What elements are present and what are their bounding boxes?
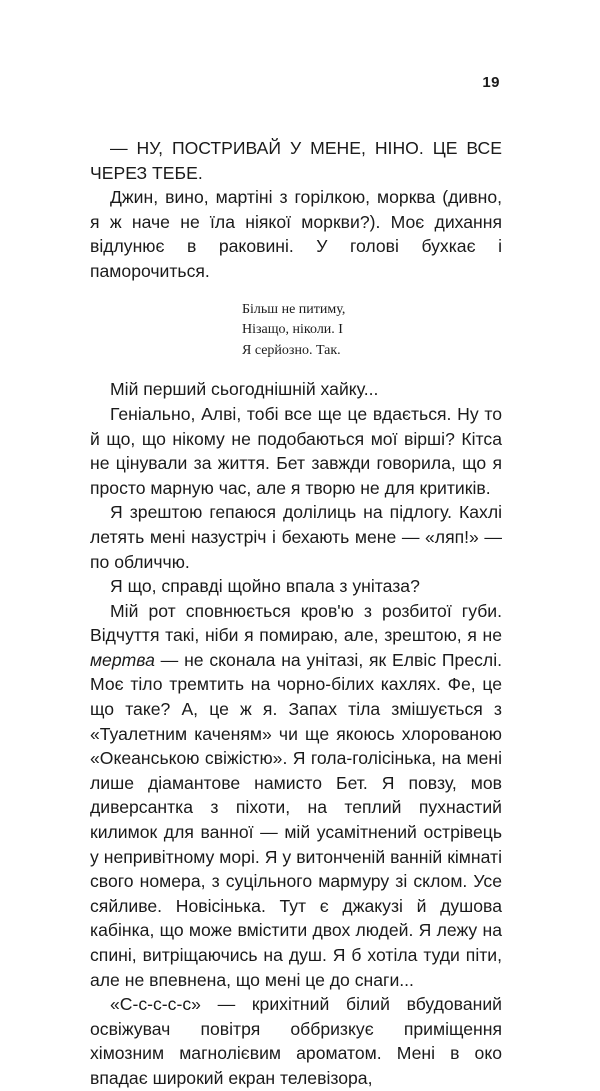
poem-line: Більш не питиму,	[242, 301, 346, 317]
page-number: 19	[482, 74, 500, 91]
text-run: Мій рот сповнюється кров'ю з розбитої губи. Відчуття такі, ніби я помираю, але, зрештою, я не	[90, 600, 502, 646]
paragraph: Геніально, Алві, тобі все ще це вдається. Ну то й що, що нікому не подобаються мої вірші? Кітса не цінували за життя. Бет завжди говорила, що я просто марную час, але я творю не для критиків.	[90, 403, 502, 498]
poem-line: Нізащо, ніколи. І	[242, 322, 343, 338]
text-run: — не сконала на унітазі, як Елвіс Преслі. Моє тіло тремтить на чорно-білих кахлях. Фе, це що таке? А, це ж я. Запах тіла змішується з «Туалетним каченям» чи ще якоюсь хлорованою «Океанською свіжістю». Я гола-голісінька, на мені лише діамантове намисто Бет. Я повзу, мов диверсантка з піхоти, на теплий пухнастий килимок для ванної — мій усамітнений острівець у непривітному морі. Я у витонченій ванній кімнаті свого номера, з суцільного мармуру зі склом. Усе сяйливе. Новісінька. Тут є джакузі й душова кабінка, що може вмістити двох людей. Я лежу на спині, витріщаючись на душ. Я б хотіла туди піти, але не впевнена, що мені це до снаги...	[90, 649, 502, 990]
paragraph: «С-с-с-с-с» — крихітний білий вбудований освіжувач повітря оббризкує приміщення хімозним магнолієвим ароматом. Мені в око впадає широкий екран телевізора,	[90, 994, 502, 1088]
paragraph: Мій перший сьогоднішній хайку...	[110, 379, 379, 400]
paragraph: Джин, вино, мартіні з горілкою, морква (дивно, я ж наче не їла ніякої моркви?). Моє дихання відлунює в раковині. У голові бухкає і паморочиться.	[90, 187, 502, 281]
paragraph: Я зрештою гепаюся долілиць на підлогу. Кахлі летять мені назустріч і бехають мене — «ляп!» — по обличчю.	[90, 502, 502, 572]
body-text	[90, 136, 502, 1091]
paragraph	[90, 599, 502, 993]
paragraph: Я що, справді щойно впала з унітаза?	[110, 576, 420, 597]
haiku-poem	[242, 300, 502, 362]
emphasized-word: мертва	[90, 649, 155, 670]
paragraph: — НУ, ПОСТРИВАЙ У МЕНЕ, НІНО. ЦЕ ВСЕ ЧЕРЕЗ ТЕБЕ.	[90, 138, 502, 183]
poem-line: Я серйозно. Так.	[242, 342, 341, 358]
